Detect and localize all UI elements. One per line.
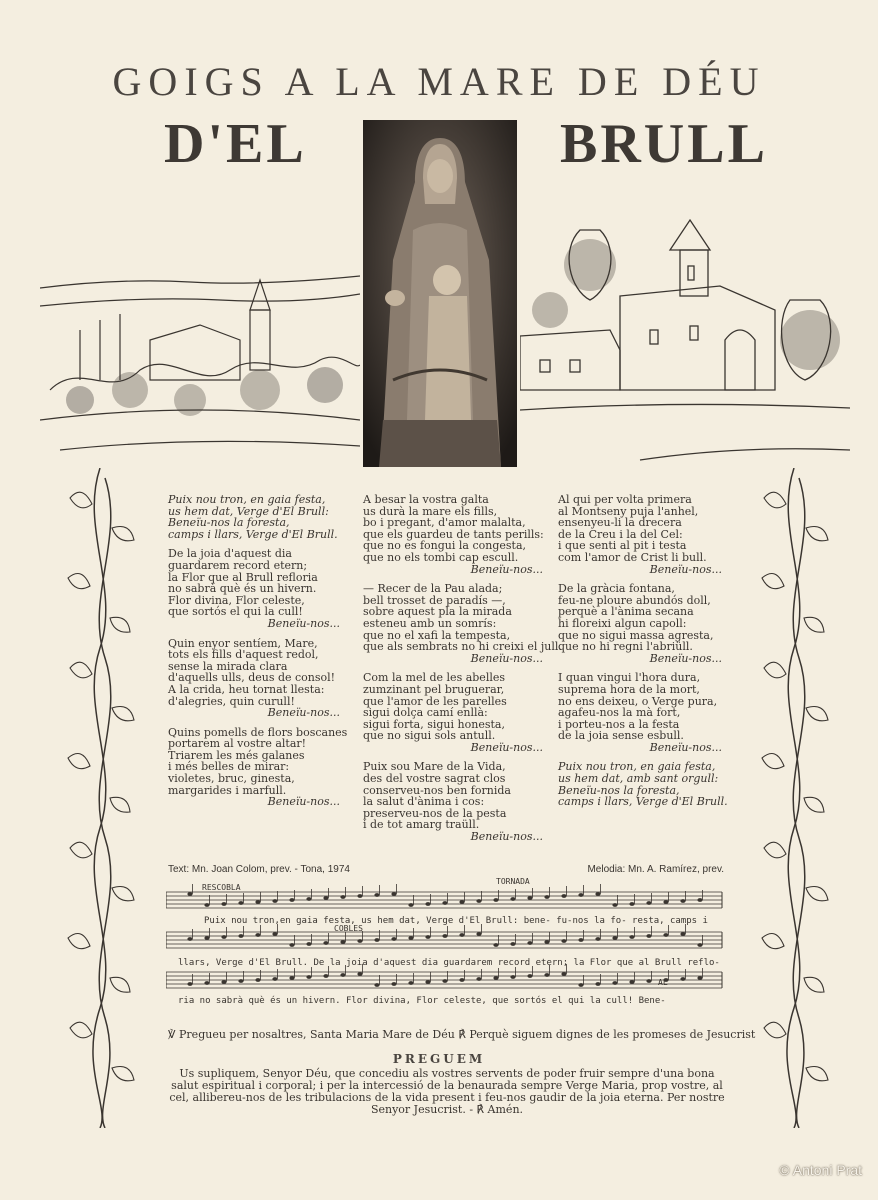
music-note xyxy=(510,975,515,979)
text-credit: Text: Mn. Joan Colom, prev. - Tona, 1974 xyxy=(168,864,350,875)
verse-line: Triarem les més galanes xyxy=(168,748,305,762)
music-note xyxy=(561,939,566,943)
verse-line: Flor divina, Flor celeste, xyxy=(168,593,305,607)
stanza xyxy=(168,494,346,540)
verse-line: i de tot amarg traüll. xyxy=(363,818,480,832)
music-note xyxy=(697,976,702,980)
verse-line: que no sigui sols antull. xyxy=(363,729,496,743)
music-note xyxy=(204,936,209,940)
verse-line: que els guardeu de tants perills: xyxy=(363,527,544,541)
refrain-marker: Beneïu-nos... xyxy=(470,830,543,844)
music-note xyxy=(459,978,464,982)
label-tornada: TORNADA xyxy=(496,877,530,886)
music-note xyxy=(255,933,260,937)
verse-line: Puix nou tron, en gaia festa, xyxy=(168,493,326,506)
prayer-text: Us supliquem, Senyor Déu, que concediu als vostres servents de poder fruir sempre d'una bona salut espiritual i corporal; i per la intercessió de la benaurada sempre Verge Maria, prop vostre, al cel, allibereu-nos de les tribulacions de la vida present i feu-nos gaudir de la joia eterna. Per nostre Senyor Jesucrist. - ℟ Amén. xyxy=(169,1067,725,1116)
music-note xyxy=(425,935,430,939)
music-note xyxy=(255,978,260,982)
verse-line: Quins pomells de flors boscanes xyxy=(168,725,348,739)
stanza xyxy=(363,761,549,842)
vine-border-left xyxy=(50,468,150,1128)
verse-line: com l'amor de Crist li bull. xyxy=(558,550,707,564)
refrain-marker: Beneïu-nos... xyxy=(649,740,722,754)
church-sketch-right xyxy=(520,210,850,470)
verse-line: conserveu-nos ben fornida xyxy=(363,783,511,797)
verse-line: hi floreixi algun capoll: xyxy=(558,616,687,630)
label-rescobla: RESCOBLA xyxy=(202,883,241,892)
verse-line: al Montseny puja l'anhel, xyxy=(558,504,699,518)
music-note xyxy=(680,932,685,936)
music-note xyxy=(306,942,311,946)
music-note xyxy=(289,976,294,980)
refrain-marker: Beneïu-nos... xyxy=(649,562,722,576)
music-note xyxy=(289,943,294,947)
music-note xyxy=(680,977,685,981)
music-note xyxy=(612,936,617,940)
music-note xyxy=(391,937,396,941)
madonna-photo xyxy=(363,120,517,467)
verse-line: zumzinant pel bruguerar, xyxy=(363,682,505,696)
verse-line: de la Creu i la del Cel: xyxy=(558,527,683,541)
verse-line: des del vostre sagrat clos xyxy=(363,772,506,786)
music-note xyxy=(238,934,243,938)
music-note xyxy=(510,897,515,901)
music-note xyxy=(374,893,379,897)
music-note xyxy=(544,895,549,899)
lyric-line-1: Puix nou tron,en gaia festa, us hem dat, Verge d'El Brull: bene- fu-nos la fo- resta, camps i xyxy=(204,916,708,926)
verse-line: preserveu-nos de la pesta xyxy=(363,806,507,820)
music-note xyxy=(272,932,277,936)
verse-line: violetes, bruc, ginesta, xyxy=(168,772,295,786)
versicle: ℣ Pregueu per nosaltres, Santa Maria Mare de Déu ℟ Perquè siguem dignes de les promeses de Jesucrist xyxy=(168,1028,756,1041)
verse-line: que no el xafi la tempesta, xyxy=(363,628,511,642)
title-line-1: GOIGS A LA MARE DE DÉU xyxy=(112,59,766,104)
verse-line: guardarem record etern; xyxy=(168,558,308,572)
verse-line: suprema hora de la mort, xyxy=(558,682,700,696)
music-note xyxy=(187,982,192,986)
music-note xyxy=(561,894,566,898)
music-note xyxy=(476,899,481,903)
verse-line: agafeu-nos la mà fort, xyxy=(558,706,681,720)
music-note xyxy=(238,901,243,905)
music-note xyxy=(544,940,549,944)
verse-line: de la joia sense esbull. xyxy=(558,729,684,743)
verse-line: Beneïu-nos la foresta, xyxy=(168,516,290,530)
music-note xyxy=(646,901,651,905)
music-note xyxy=(238,979,243,983)
refrain-marker: Beneïu-nos... xyxy=(470,651,543,665)
music-note xyxy=(425,980,430,984)
title-line-2-right: BRULL xyxy=(560,113,768,175)
verse-line: ensenyeu-li la drecera xyxy=(558,516,682,530)
lyric-line-3: ria no sabrà què és un hivern. Flor divina, Flor celeste, que sortós el qui la cull! Bene- xyxy=(178,996,666,1006)
verse-line: d'alegries, quin curull! xyxy=(168,694,295,708)
verse-line: perquè a l'ànima secana xyxy=(558,605,694,619)
verse-line: portarem al vostre altar! xyxy=(168,737,307,751)
music-note xyxy=(459,900,464,904)
verse-line: que no els tombi cap escull. xyxy=(363,550,519,564)
music-note xyxy=(697,943,702,947)
music-note xyxy=(697,898,702,902)
music-note xyxy=(357,939,362,943)
verse-line: camps i llars, Verge d'El Brull. xyxy=(558,795,728,809)
verse-line: feu-ne ploure abundós doll, xyxy=(558,593,711,607)
verse-line: la Flor que al Brull refloria xyxy=(168,570,318,584)
stanza xyxy=(168,638,346,719)
verse-line: que l'amor de les parelles xyxy=(363,694,507,708)
music-note xyxy=(595,982,600,986)
music-note xyxy=(663,900,668,904)
verse-column-2 xyxy=(363,493,562,851)
music-note xyxy=(646,979,651,983)
verse-line: que no es fongui la congesta, xyxy=(363,539,527,553)
music-note xyxy=(680,899,685,903)
verse-line: us hem dat, Verge d'El Brull: xyxy=(168,504,329,518)
music-note xyxy=(374,983,379,987)
verse-line: Al qui per volta primera xyxy=(558,493,692,506)
music-note xyxy=(612,981,617,985)
music-note xyxy=(340,940,345,944)
refrain-marker: Beneïu-nos... xyxy=(267,616,340,630)
music-note xyxy=(442,979,447,983)
refrain-marker: Beneïu-nos... xyxy=(267,706,340,720)
landscape-sketch-left xyxy=(40,270,360,460)
music-note xyxy=(629,980,634,984)
music-note xyxy=(255,900,260,904)
music-note xyxy=(476,932,481,936)
verse-line: d'aquells ulls, deus de consol! xyxy=(168,671,336,685)
music-note xyxy=(578,938,583,942)
verse-line: sigui dolça camí enllà: xyxy=(363,706,488,720)
verse-column-1 xyxy=(168,494,346,816)
verse-line: Com la mel de les abelles xyxy=(363,671,506,685)
verse-line: De la gràcia fontana, xyxy=(558,582,675,596)
music-note xyxy=(527,941,532,945)
refrain-marker: Beneïu-nos... xyxy=(470,740,543,754)
verse-line: la salut d'ànima i cos: xyxy=(363,795,485,809)
stanza xyxy=(558,672,728,753)
verse-line: Puix nou tron, en gaia festa, xyxy=(558,760,716,774)
stanza xyxy=(363,494,549,575)
music-note xyxy=(612,903,617,907)
verse-line: De la joia d'aquest dia xyxy=(168,547,292,561)
music-note xyxy=(595,892,600,896)
verse-line: i porteu-nos a la festa xyxy=(558,717,680,731)
refrain-marker: Beneïu-nos... xyxy=(649,651,722,665)
verse-line: camps i llars, Verge d'El Brull. xyxy=(168,527,338,541)
title-line-2-left: D'EL xyxy=(164,113,307,175)
verse-line: que no hi regni l'abriüll. xyxy=(558,640,693,654)
music-note xyxy=(646,934,651,938)
verse-line: us hem dat, amb sant orgull: xyxy=(558,772,719,786)
music-note xyxy=(221,935,226,939)
verse-line: que als sembrats no hi creixi el jull. xyxy=(363,640,562,654)
music-note xyxy=(323,941,328,945)
verse-line: tots els fills d'aquest redol, xyxy=(168,648,319,662)
music-note xyxy=(629,935,634,939)
music-note xyxy=(663,933,668,937)
music-note xyxy=(493,976,498,980)
music-note xyxy=(408,981,413,985)
verse-line: margarides i marfull. xyxy=(168,783,287,797)
label-al: AL xyxy=(658,978,668,987)
label-cobles: COBLES xyxy=(334,924,363,933)
music-note xyxy=(408,903,413,907)
music-note xyxy=(493,898,498,902)
music-note xyxy=(323,974,328,978)
verse-line: que sortós el qui la cull! xyxy=(168,605,303,619)
verse-line: A besar la vostra galta xyxy=(363,493,489,506)
music-note xyxy=(204,981,209,985)
verse-line: sobre aquest pla la mirada xyxy=(363,605,512,619)
music-note xyxy=(629,902,634,906)
stanza xyxy=(558,583,728,664)
verse-line: i més belles de mirar: xyxy=(168,760,290,774)
stanza xyxy=(363,582,562,665)
music-note xyxy=(374,938,379,942)
music-note xyxy=(544,973,549,977)
music-note xyxy=(187,892,192,896)
verse-line: bell trosset de paradís —, xyxy=(363,593,506,607)
music-note xyxy=(272,899,277,903)
stanza xyxy=(363,672,549,753)
prayer-heading: PREGUEM xyxy=(392,1052,486,1066)
music-note xyxy=(578,983,583,987)
vine-border-right xyxy=(744,468,844,1128)
verse-line: Puix sou Mare de la Vida, xyxy=(363,760,506,774)
music-note xyxy=(357,894,362,898)
music-note xyxy=(221,980,226,984)
music-note xyxy=(578,893,583,897)
music-note xyxy=(442,901,447,905)
verse-line: A la crida, heu tornat llesta: xyxy=(168,682,325,696)
verse-line: Quin enyor sentíem, Mare, xyxy=(168,636,318,650)
verse-line: sigui forta, sigui honesta, xyxy=(363,717,505,731)
verse-line: us durà la mare els fills, xyxy=(363,504,498,518)
music-note xyxy=(561,972,566,976)
music-note xyxy=(442,934,447,938)
music-note xyxy=(425,902,430,906)
verse-line: que no sigui massa agresta, xyxy=(558,628,714,642)
refrain-marker: Beneïu-nos... xyxy=(470,562,543,576)
music-note xyxy=(493,943,498,947)
stanza xyxy=(558,761,728,807)
refrain-marker: Beneïu-nos... xyxy=(267,795,340,809)
music-note xyxy=(340,895,345,899)
verse-line: no sabrà què és un hivern. xyxy=(168,582,317,596)
stanza xyxy=(168,548,346,629)
music-note xyxy=(408,936,413,940)
music-score xyxy=(166,876,726,1016)
music-note xyxy=(289,898,294,902)
verse-line: I quan vingui l'hora dura, xyxy=(558,671,701,685)
music-staves xyxy=(166,876,726,1016)
verse-line: no ens deixeu, o Verge pura, xyxy=(558,694,718,708)
verse-line: Beneïu-nos la foresta, xyxy=(558,783,680,797)
music-note xyxy=(340,973,345,977)
music-note xyxy=(391,982,396,986)
music-note xyxy=(204,903,209,907)
verse-line: esteneu amb un somrís: xyxy=(363,616,497,630)
verse-column-3 xyxy=(558,494,728,816)
melody-credit: Melodia: Mn. A. Ramírez, prev. xyxy=(587,864,724,875)
music-note xyxy=(527,974,532,978)
music-note xyxy=(527,896,532,900)
music-note xyxy=(272,977,277,981)
lyric-line-2: llars, Verge d'El Brull. De la joia d'aquest dia guardarem record etern; la Flor que al Brull reflo- xyxy=(178,958,720,968)
music-note xyxy=(510,942,515,946)
music-note xyxy=(391,892,396,896)
verse-line: i que senti al pit i testa xyxy=(558,539,687,553)
verse-line: — Recer de la Pau alada; xyxy=(363,582,503,596)
verse-line: bo i pregant, d'amor malalta, xyxy=(363,516,526,530)
copyright-watermark: © Antoni Prat xyxy=(779,1162,862,1178)
music-note xyxy=(476,977,481,981)
stanza xyxy=(168,727,346,808)
music-note xyxy=(306,975,311,979)
music-note xyxy=(357,972,362,976)
music-note xyxy=(595,937,600,941)
verse-line: sense la mirada clara xyxy=(168,659,288,673)
music-note xyxy=(323,896,328,900)
music-note xyxy=(459,933,464,937)
music-note xyxy=(221,902,226,906)
music-note xyxy=(187,937,192,941)
music-note xyxy=(306,897,311,901)
stanza xyxy=(558,494,728,575)
